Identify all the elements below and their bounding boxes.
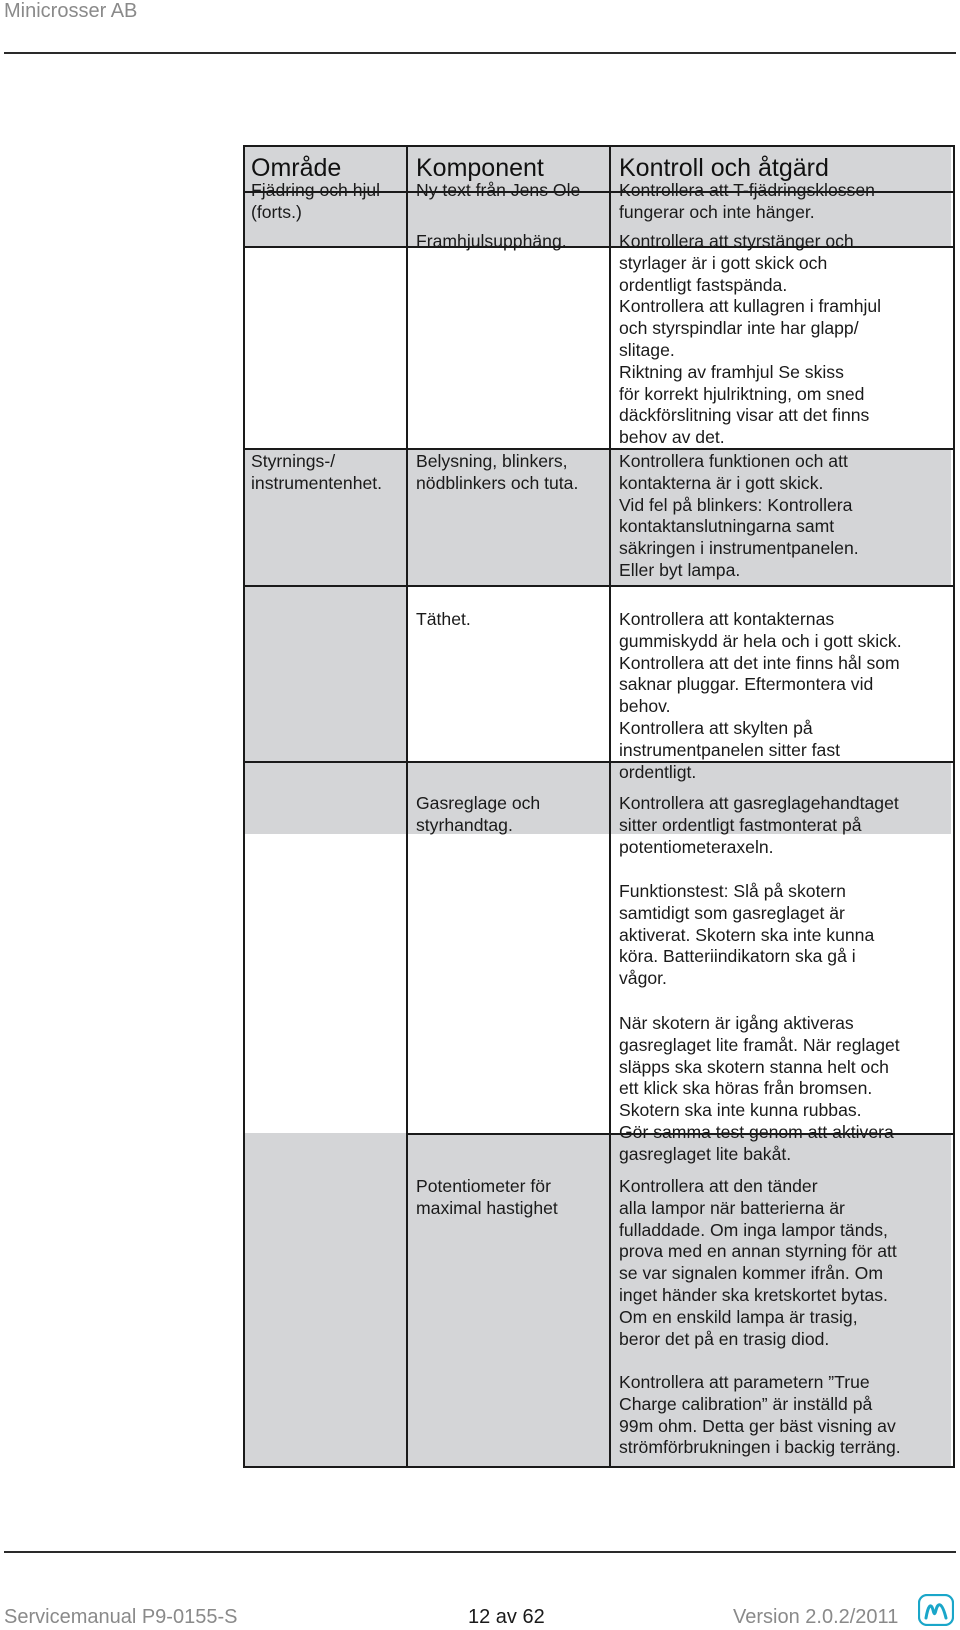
row6-check: Kontrollera att den tänder alla lampor när batterierna är fulladdade. Om inga lampor tänds, prova med en annan styrning för att se var signalen kommer ifrån. Om inget händer ska kretskortet bytas. Om en enskild lampa är trasig, beror det på en trasig diod. (619, 1176, 897, 1349)
header-area: Område (251, 154, 342, 182)
row5-check-2: Funktionstest: Slå på skotern samtidigt som gasreglaget är aktiverat. Skotern ska inte kunna köra. Batteriindikatorn ska gå i vågor. (619, 881, 875, 989)
row4-check: Kontrollera att kontakternas gummiskydd är hela och i gott skick. Kontrollera att det inte finns hål som saknar pluggar. Eftermontera vid behov. Kontrollera att skylten på instrumentpanelen sitter fast ordentligt. (619, 609, 902, 782)
row3-check: Kontrollera funktionen och att kontakterna är i gott skick. Vid fel på blinkers: Kontrollera kontaktanslutningarna samt säkringen i instrumentpanelen. Eller byt lampa. (619, 451, 859, 580)
company-name: Minicrosser AB (4, 0, 138, 22)
row5-component: Gasreglage och styrhandtag. (416, 793, 541, 835)
row1-check: Kontrollera att T-fjädringsklossen fungerar och inte hänger. (619, 180, 875, 222)
service-table (243, 145, 955, 1468)
minicrosser-logo-icon (918, 1594, 954, 1626)
area-white-gap (245, 834, 408, 1133)
column-divider-1 (406, 145, 408, 1468)
column-divider-2 (609, 145, 611, 1468)
row6-check-2: Kontrollera att parametern ”True Charge calibration” är inställd på 99m ohm. Detta ger bäst visning av strömförbrukningen i backig terräng. (619, 1372, 901, 1458)
row-divider-3 (243, 585, 955, 587)
footer-rule (4, 1551, 956, 1553)
footer-page: 12 av 62 (468, 1606, 545, 1628)
footer-version: Version 2.0.2/2011 (733, 1606, 899, 1628)
row1-component: Ny text från Jens Ole (416, 180, 581, 200)
row1-area: Fjädring och hjul (forts.) (251, 180, 381, 222)
header-rule (4, 52, 956, 54)
header-check: Kontroll och åtgärd (619, 154, 829, 182)
row3-area: Styrnings-/ instrumentenhet. (251, 451, 383, 493)
row4-component: Täthet. (416, 609, 471, 629)
row2-check: Kontrollera att styrstänger och styrlager är i gott skick och ordentligt fastspända. Kontrollera att kullagren i framhjul och styrspindlar inte har glapp/ slitage. Riktning av framhjul Se skiss för korrekt hjulriktning, om sned däckförslitning visar att det finns behov av det. (619, 231, 882, 448)
row5-check: Kontrollera att gasreglagehandtaget sitter ordentligt fastmonterat på potentiometeraxeln. (619, 793, 899, 857)
row-divider-5b (406, 1133, 611, 1135)
row3-component: Belysning, blinkers, nödblinkers och tuta. (416, 451, 579, 493)
header-component: Komponent (416, 154, 544, 182)
footer-manual: Servicemanual P9-0155-S (4, 1606, 238, 1628)
row2-component: Framhjulsupphäng. (416, 231, 567, 251)
row6-component: Potentiometer för maximal hastighet (416, 1176, 558, 1218)
row5-check-3: När skotern är igång aktiveras gasreglaget lite framåt. När reglaget släpps ska skotern stanna helt och ett klick ska höras från bromsen. Skotern ska inte kunna rubbas. Gör samma test genom att aktivera gasreglaget lite bakåt. (619, 1013, 900, 1164)
